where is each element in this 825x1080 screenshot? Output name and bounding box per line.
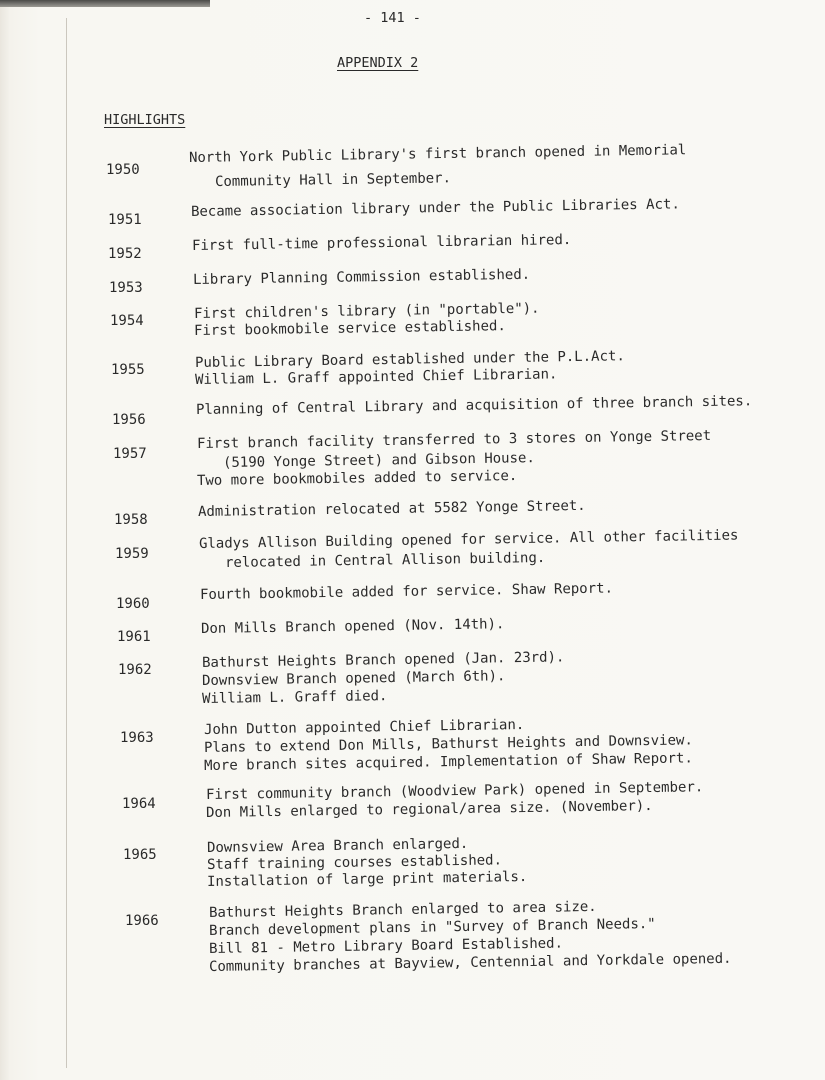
entry-text-line: Community branches at Bayview, Centennial and Yorkdale opened. [208,950,732,975]
entry-text-line: Bill 81 - Metro Library Board Established. [208,935,564,957]
entry-text-line: (5190 Yonge Street) and Gibson House. [222,450,535,471]
page-number: - 141 - [364,10,421,26]
entry-year: 1966 [125,913,159,929]
entry-text-line: Became association library under the Public Libraries Act. [190,196,680,220]
entry-year: 1963 [120,730,154,746]
entry-year: 1952 [108,246,142,262]
entry-year: 1950 [106,162,140,178]
scan-shadow [0,0,210,7]
entry-text-line: Installation of large print materials. [206,868,528,890]
entry-year: 1953 [109,280,143,296]
appendix-title: APPENDIX 2 [337,55,419,71]
entry-year: 1960 [116,596,150,612]
entry-text-line: Downsview Branch opened (March 6th). [201,668,506,689]
entry-year: 1961 [117,629,151,645]
entry-text-line: Gladys Allison Building opened for service. All other facilities [198,527,739,552]
entry-text-line: Fourth bookmobile added for service. Shaw Report. [199,580,614,603]
entry-text-line: Plans to extend Don Mills, Bathurst Heights and Downsview. [203,732,693,756]
entry-text-line: First children's library (in "portable"). [193,300,540,322]
entry-text-line: Administration relocated at 5582 Yonge Street. [197,497,586,520]
entry-text-line: Branch development plans in "Survey of Branch Needs." [208,915,656,939]
entry-text-line: First branch facility transferred to 3 stores on Yonge Street [196,427,712,452]
entry-year: 1957 [113,446,147,462]
entry-text-line: Bathurst Heights Branch opened (Jan. 23rd). [201,649,565,671]
entry-text-line: First community branch (Woodview Park) opened in September. [205,779,704,803]
entry-text-line: First bookmobile service established. [193,318,506,339]
entry-text-line: Downsview Area Branch enlarged. [206,835,469,856]
entry-year: 1954 [110,313,144,329]
entry-year: 1955 [111,362,145,378]
entry-text-line: Planning of Central Library and acquisition of three branch sites. [195,393,753,418]
entry-text-line: Don Mills Branch opened (Nov. 14th). [200,616,505,637]
entry-text-line: William L. Graff appointed Chief Librarian. [194,366,558,388]
page-edge-line [66,18,67,1068]
entry-text-line: More branch sites acquired. Implementation of Shaw Report. [203,750,693,774]
entry-text-line: Two more bookmobiles added to service. [196,467,518,489]
entry-text-line: Community Hall in September. [214,170,452,190]
entry-text-line: Bathurst Heights Branch enlarged to area size. [208,898,597,921]
entry-text-line: North York Public Library's first branch opened in Memorial [188,142,687,166]
entry-year: 1958 [114,512,148,528]
entry-text-line: Public Library Board established under the P.L.Act. [194,348,625,371]
entry-text-line: William L. Graff died. [201,688,388,707]
entry-text-line: First full-time professional librarian hired. [191,232,572,254]
entry-text-line: relocated in Central Allison building. [224,549,546,571]
entry-year: 1959 [115,546,149,562]
entry-year: 1951 [108,212,142,228]
entry-year: 1962 [118,662,152,678]
entry-year: 1956 [112,412,146,428]
entry-text-line: Library Planning Commission established. [192,266,531,288]
entry-text-line: Don Mills enlarged to regional/area size. (November). [205,797,653,821]
entry-text-line: Staff training courses established. [206,852,503,873]
entry-text-line: John Dutton appointed Chief Librarian. [203,716,525,738]
entry-year: 1964 [122,796,156,812]
section-title: HIGHLIGHTS [104,112,186,128]
entry-year: 1965 [123,847,157,863]
